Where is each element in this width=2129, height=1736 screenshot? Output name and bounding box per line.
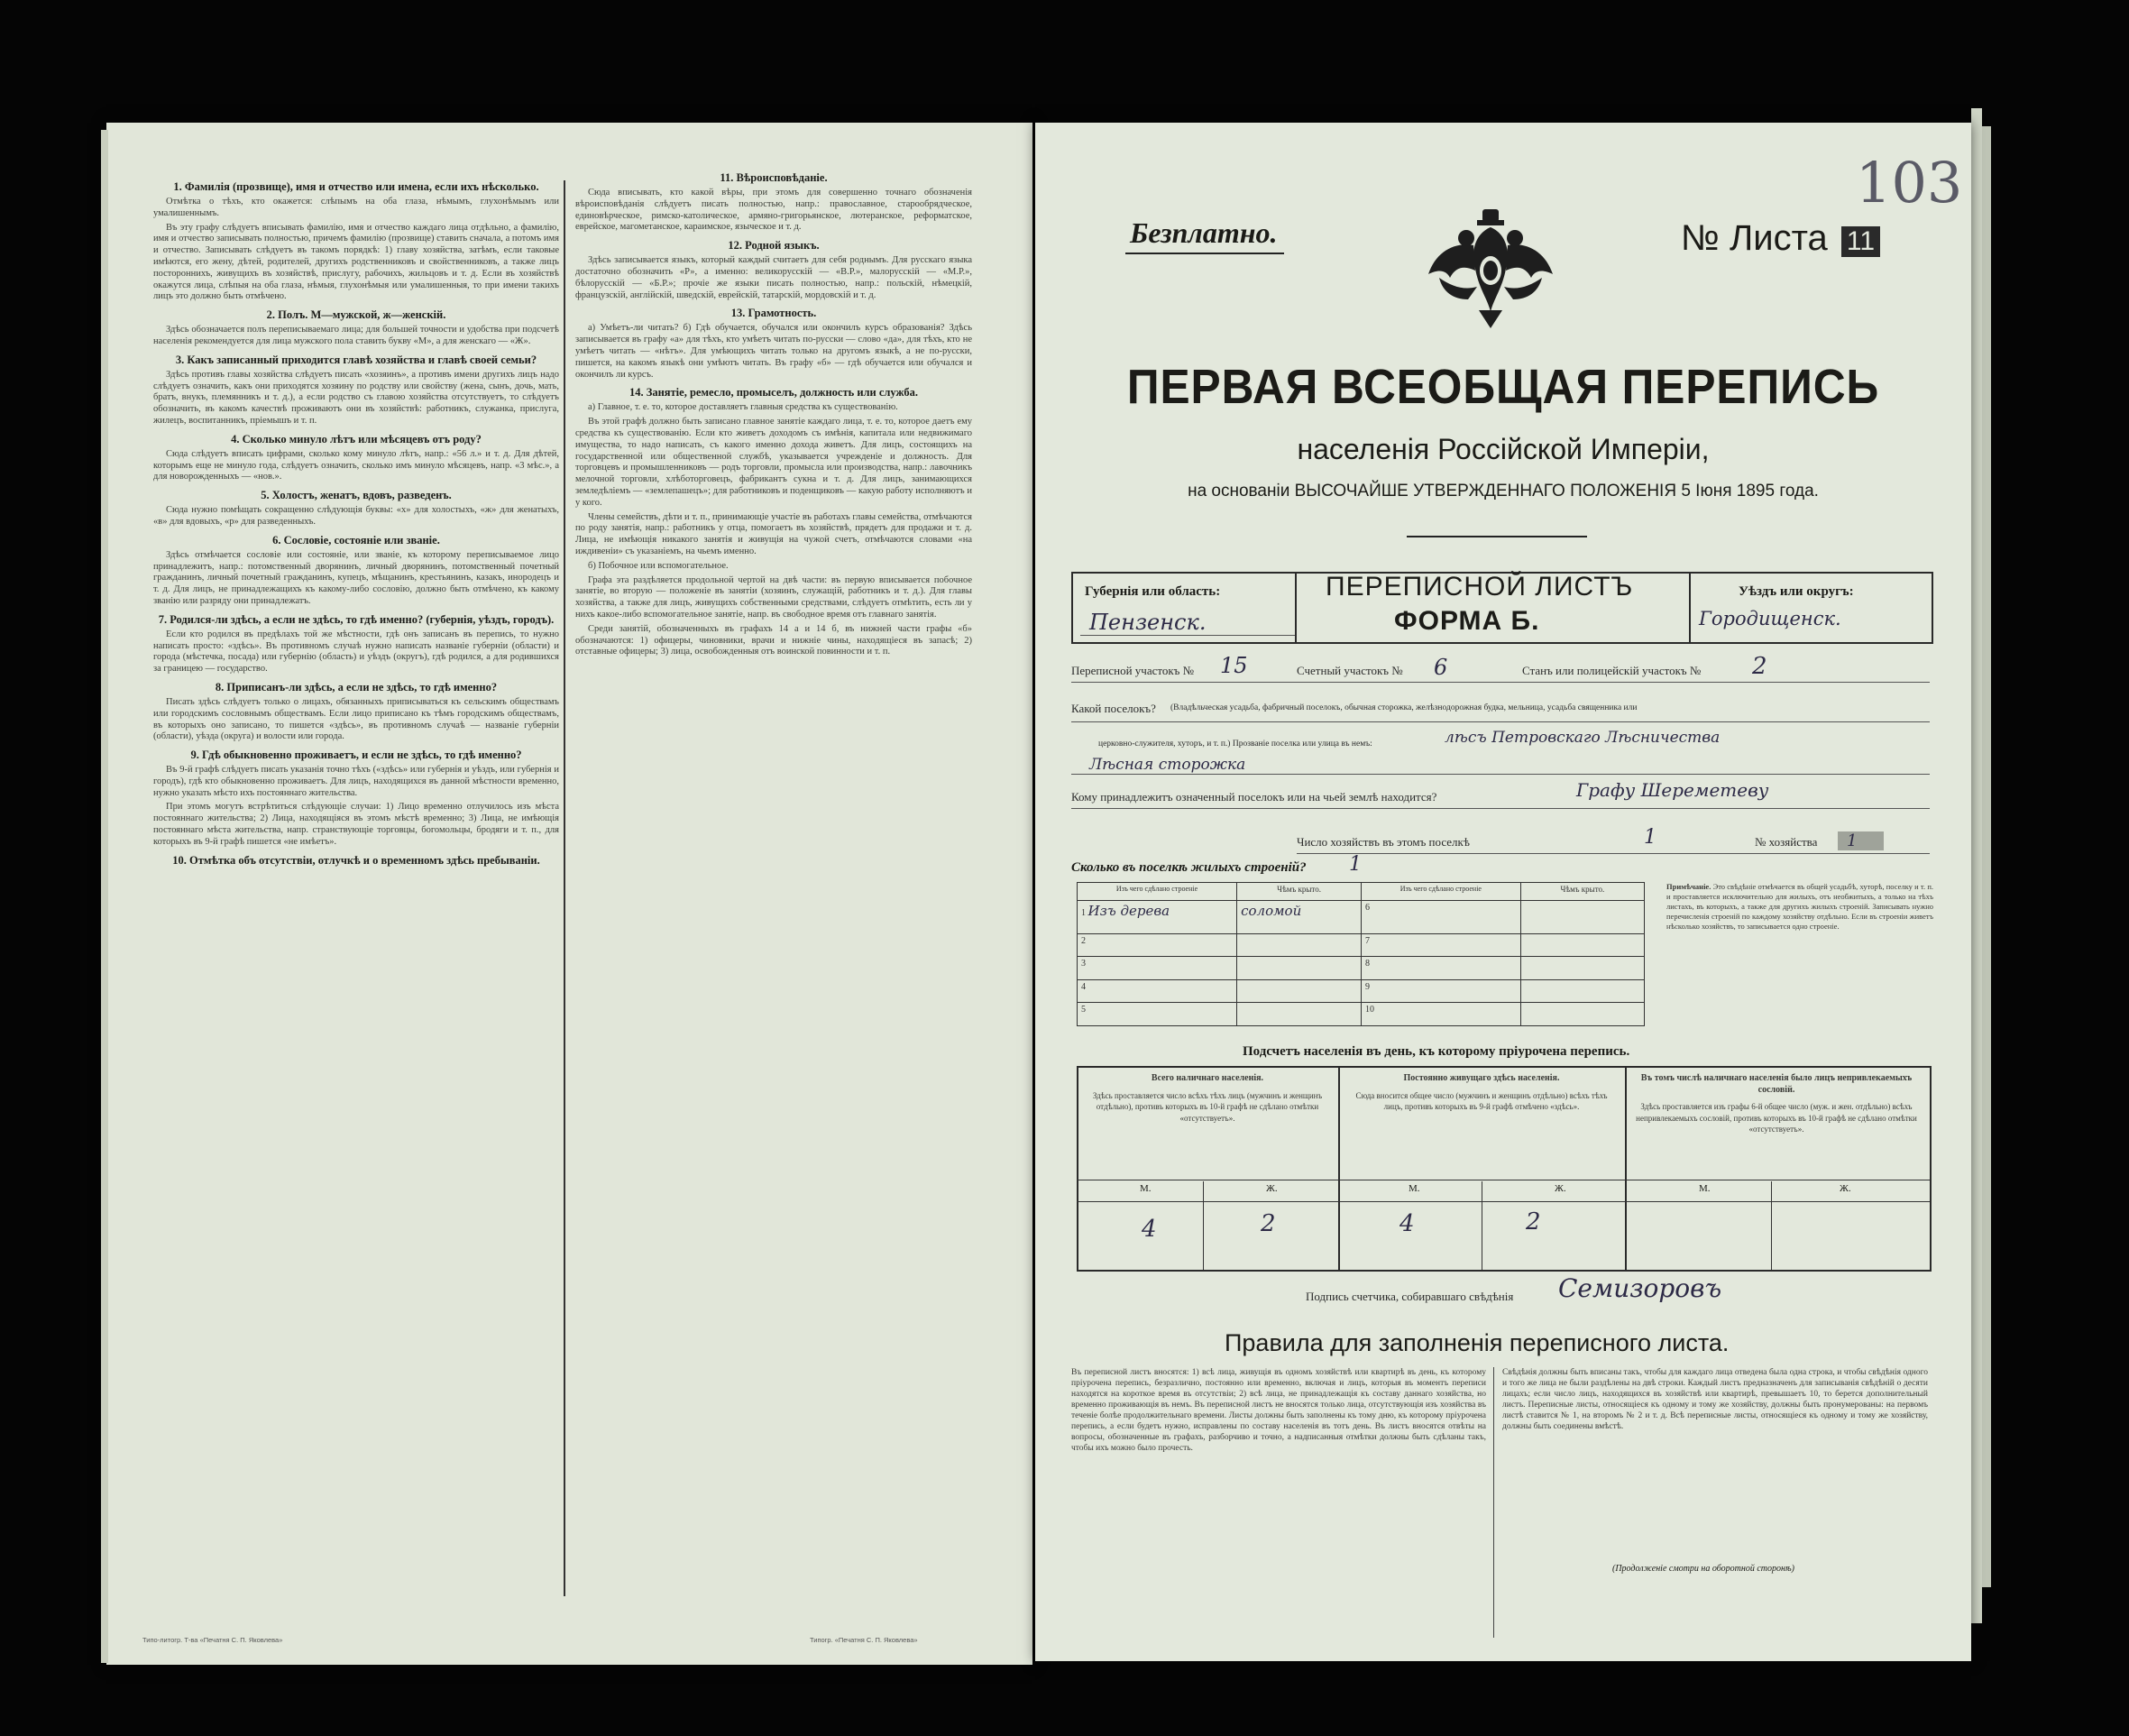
instruction-paragraph: Писать здѣсь слѣдуетъ только о лицахъ, обязанныхъ приписываться къ сельскимъ обществамъ или городскимъ сословнымъ обществамъ. Если лицо приписано къ тѣмъ городскимъ обществамъ, въ которыхъ оно записано, то пишется «здѣсь», въ противномъ случаѣ — названіе губерніи (области), уѣзда (округа) и волости или города. (153, 696, 559, 742)
material-value: Изъ дерева (1087, 903, 1170, 919)
count-head-all: Всего наличнаго населенія. (1151, 1073, 1264, 1083)
imperial-eagle-emblem (1423, 206, 1558, 332)
count-area-label: Счетный участокъ № (1297, 664, 1403, 677)
remark-text: Это свѣдѣніе отмѣчается въ общей усадьбѣ, хуторѣ, поселку и т. п. и проставляется исключительно для жилыхъ, отъ необжитыхъ, а только на тѣхъ листахъ, въ которыхъ, а также для другихъ жилыхъ строеній. Записывать нужно перечисленія строеній по каждому хозяйству отдѣльно. Если въ строеніи живетъ нѣсколько хозяйствъ, то записывается одно строеніе. (1666, 882, 1934, 931)
province-line (1080, 635, 1297, 636)
count-mf-row (1077, 1183, 1930, 1201)
instruction-heading: 7. Родился-ли здѣсь, а если не здѣсь, то гдѣ именно? (губернія, уѣздъ, городъ). (158, 612, 555, 626)
row-number: 5 (1078, 1003, 1237, 1026)
vertical-divider (1295, 572, 1297, 644)
instruction-heading: 2. Полъ. М—мужской, ж—женскій. (266, 308, 446, 322)
settlement-label: Какой поселокъ? (1071, 702, 1156, 715)
roof-value: соломой (1241, 903, 1302, 919)
sheet-number-label: № Листа (1681, 218, 1828, 258)
male-label: М. (1140, 1183, 1152, 1194)
sheet-edge (1971, 108, 1982, 1623)
female-label: Ж. (1555, 1183, 1566, 1194)
table-head-roof: Чѣмъ крыто. (1520, 883, 1644, 901)
page-number-stamp: 103 (1856, 150, 1963, 216)
camp-value: 2 (1752, 653, 1767, 680)
signature-label: Подпись счетчика, собиравшаго свѣдѣнія (1306, 1290, 1514, 1303)
count-text-all: Здѣсь проставляется число всѣхъ тѣхъ лицъ (мужчинъ и женщинъ отдѣльно), противъ которыхъ въ 10-й графѣ не сдѣлано отмѣтки «отсутствуетъ». (1092, 1090, 1323, 1123)
settlement-hint: (Владѣльческая усадьба, фабричный поселокъ, обычная сторожка, желѣзнодорожная будка, мельница, усадьба священника или (1170, 703, 1638, 712)
area-line (1071, 682, 1930, 683)
left-page (106, 123, 1032, 1665)
instruction-paragraph: Отмѣтка о тѣхъ, кто окажется: слѣпымъ на оба глаза, нѣмымъ, глухонѣмымъ или умалишеннымъ. (153, 197, 559, 218)
count-value-all-m: 4 (1142, 1216, 1157, 1243)
table-head-material: Изъ чего сдѣлано строеніе (1078, 883, 1237, 901)
row-number: 2 (1078, 933, 1237, 957)
instruction-paragraph: Среди занятій, обозначенныхъ въ графахъ 14 а и 14 б, въ нижней части графы «б» обозначаются: 1) офицеры, чиновники, врачи и нижніе чины, находящіеся въ запасѣ; 2) отставные офицеры; 3) лица, освобожденныя отъ воинской повинности и т. п. (575, 623, 972, 657)
settlement-value: лѣсъ Петровскаго Лѣсничества (1445, 729, 1721, 747)
owner-label: Кому принадлежитъ означенный поселокъ или на чьей землѣ находится? (1071, 790, 1437, 804)
province-label: Губернія или область: (1085, 584, 1221, 599)
column-divider (564, 180, 565, 1596)
rules-title: Правила для заполненія переписного листа. (1225, 1329, 1730, 1356)
printer-footer-right: Типогр. «Печатня С. П. Яковлева» (810, 1636, 918, 1644)
form-name: ФОРМА Б. (1394, 606, 1540, 636)
sheet-edge (101, 130, 108, 1663)
form-title: ПЕРЕПИСНОЙ ЛИСТЪ (1326, 572, 1634, 602)
instruction-heading: 14. Занятіе, ремесло, промыселъ, должность или служба. (629, 386, 919, 400)
free-label: Безплатно. (1130, 216, 1278, 249)
count-col-all (1086, 1073, 1329, 1124)
row-number: 9 (1362, 979, 1521, 1003)
owner-line (1071, 808, 1930, 809)
count-head-resident: Постоянно живущаго здѣсь населенія. (1403, 1073, 1560, 1083)
instruction-paragraph: Здѣсь противъ главы хозяйства слѣдуетъ писать «хозяинъ», а противъ имени другихъ лицъ надо слѣдуетъ означить, какъ они приходятся хозяину по родству или свойству (жена, сынъ, дочь, мать, братъ, внукъ, племянникъ и т. д.), а если родство съ главою хозяйства отсутствуетъ, то слѣдуетъ обозначить, въ какомъ качествѣ проживаютъ они въ хозяйствѣ: работникъ, служанка, прислуга, жилецъ, воспитанникъ, пріемышъ и т. п. (153, 369, 559, 426)
province-value: Пензенск. (1089, 610, 1207, 635)
printer-footer-left: Типо-литогр. Т-ва «Печатня С. П. Яковлева» (142, 1636, 283, 1644)
buildings-label: Сколько въ поселкѣ жилыхъ строеній? (1071, 860, 1307, 875)
settlement-line (1071, 721, 1930, 722)
count-mf-dividers (1771, 1181, 1772, 1270)
instruction-paragraph: Члены семействъ, дѣти и т. п., принимающіе участіе въ работахъ главы семейства, отмѣчаются по роду занятія, напр.: работникъ у отца, помогаетъ въ хозяйствѣ, прядетъ для продажи и т. д. Лица, не имѣющія никакого занятія и живущія на чужой счетъ, отмѣчаются словами «на иждивеніи» съ указаніемъ, на чьемъ именно. (575, 511, 972, 556)
count-value-resident-f: 2 (1526, 1208, 1541, 1235)
count-row-divider (1077, 1201, 1930, 1202)
rules-left: Въ переписной листъ вносятся: 1) всѣ лица, живущія въ одномъ хозяйствѣ или квартирѣ въ день, къ которому пріурочена перепись, безразлично, постоянно или временно, включая и лицъ, которыя въ моментъ переписи находятся на короткое время въ отсутствіи; 2) всѣ лица, не принадлежащія къ составу даннаго хозяйства, но временно проживающія въ немъ. Въ переписной листъ не вносятся только лица, отсутствующія изъ хозяйства въ теченіе болѣе продолжительнаго времени. Листы должны быть заполнены къ тому дню, къ которому пріурочена перепись, а если будетъ нужно, исправлены по составу населенія въ тотъ день. Въ листъ вносятся отвѣты на вопросы, обозначенные въ графахъ, разборчиво и точно, а надписанныя отмѣтки должны быть сдѣланы такъ, чтобы ихъ можно было прочесть. (1071, 1368, 1486, 1453)
row-number: 4 (1078, 979, 1237, 1003)
instruction-heading: 12. Родной языкъ. (728, 239, 820, 253)
row-number: 10 (1362, 1003, 1521, 1026)
instruction-paragraph: б) Побочное или вспомогательное. (588, 560, 729, 571)
main-title: ПЕРВАЯ ВСЕОБЩАЯ ПЕРЕПИСЬ (1126, 360, 1880, 414)
instruction-paragraph: При этомъ могутъ встрѣтиться слѣдующіе случаи: 1) Лицо временно отлучилось изъ мѣста постояннаго жительства; 2) Лица, находящіяся въ этомъ мѣстѣ временно; 3) Лица, не имѣющія постояннаго мѣста жительства, напр. странствующіе торговцы, богомольцы, бродяги и т. п., для которыхъ въ 9-й графѣ пишется «не имѣетъ». (153, 802, 559, 847)
instructions-column-2 (575, 166, 972, 1573)
census-form-page (1035, 123, 1971, 1661)
free-underline (1125, 253, 1284, 254)
instruction-paragraph: Въ 9-й графѣ слѣдуетъ писать указанія точно тѣхъ («здѣсь» или губернія и уѣздъ, или губернія и городъ), гдѣ кто обыкновенно проживаетъ. Для лицъ, находящихся въ данной мѣстности временно, нужно указать мѣсто ихъ постояннаго жительства. (153, 765, 559, 798)
instruction-heading: 6. Сословіе, состояніе или званіе. (272, 533, 440, 547)
count-text-exempt: Здѣсь проставляется изъ графы 6-й общее число (муж. и жен. отдѣльно) всѣхъ непривлекаемыхъ сословій, противъ которыхъ въ 10-й графѣ не сдѣлано отмѣтки «отсутствуетъ». (1636, 1102, 1917, 1134)
instruction-heading: 4. Сколько минуло лѣтъ или мѣсяцевъ отъ роду? (231, 432, 482, 445)
households-value: 1 (1644, 826, 1656, 849)
instruction-paragraph: а) Умѣетъ-ли читать? б) Гдѣ обучается, обучался или окончилъ курсъ образованія? Здѣсь записывается въ графу «а» для тѣхъ, кто умѣетъ читать по-русски — слово «да», для тѣхъ, кто не умѣетъ читать — «нѣтъ». Для умѣющихъ читать только на другомъ языкѣ, а не по-русски, пишется, на какомъ языкѣ они умѣютъ читать. Въ графу «б» — гдѣ обучается или обучался и окончилъ ли курсъ. (575, 323, 972, 380)
remark-title: Примѣчаніе. (1666, 882, 1711, 891)
instruction-paragraph: Сюда вписывать, кто какой вѣры, при этомъ для совершенно точнаго обозначенія вѣроисповѣданія слѣдуетъ писать полностью, напр.: православное, старообрядческое, единовѣрческое, римско-католическое, армяно-григорьянское, лютеранское, реформатское, еврейское, магометанское, караимское, языческое и т. д. (575, 188, 972, 233)
camp-label: Станъ или полицейскій участокъ № (1522, 664, 1702, 677)
district-value: Городищенск. (1699, 608, 1841, 629)
rules-divider (1493, 1367, 1494, 1638)
rules-right: Свѣдѣнія должны быть вписаны такъ, чтобы для каждаго лица отведена была одна строка, и чтобы свѣдѣнія одного и того же лица не были раздѣлены на двѣ строки. Каждый листъ предназначенъ для записыванія свѣдѣній о десяти лицахъ; если число лицъ, находящихся въ хозяйствѣ или квартирѣ, превышаетъ 10, то берется дополнительный листъ. Переписные листы, относящіеся къ одному и тому же хозяйству, должны быть пронумерованы: на первомъ листѣ ставится № 1, на второмъ № 2 и т. д. Всѣ переписные листы, относящіеся къ одному и тому же хозяйству, должны быть соединены вмѣстѣ. (1502, 1368, 1928, 1431)
table-row (1078, 979, 1645, 1003)
table-row (1078, 901, 1645, 934)
census-area-label: Переписной участокъ № (1071, 664, 1195, 677)
instruction-heading: 1. Фамилія (прозвище), имя и отчество или именa, если ихъ нѣсколько. (173, 180, 539, 193)
instruction-heading: 9. Гдѣ обыкновенно проживаетъ, и если не здѣсь, то гдѣ именно? (190, 749, 522, 762)
district-label: Уѣздъ или округъ: (1739, 584, 1854, 599)
instruction-heading: 13. Грамотность. (730, 307, 817, 320)
instruction-paragraph: Въ эту графу слѣдуетъ вписывать фамилію, имя и отчество каждаго лица отдѣльно, а фамилію, имя и отчество записывать полностью, причемъ фамилію (прозвище) ставить сначала, а потомъ имя и отчество. Записывать слѣдуетъ въ такомъ порядкѣ: 1) главу хозяйства, затѣмъ, если таковые имѣются, его жену, дѣтей, родителей, другихъ родственниковъ и свойственниковъ, а также лицъ постороннихъ, живущихъ въ хозяйствѣ, прислугу, рабочихъ, жильцовъ и т. д. Если въ хозяйствѣ окажутся лица, слѣпыя на оба глаза, нѣмыя, глухонѣмыя или умалишенныя, то при имени такихъ лицъ это должно быть отмѣчено. (153, 222, 559, 302)
count-value-all-f: 2 (1261, 1210, 1276, 1237)
census-area-value: 15 (1220, 653, 1248, 678)
household-no-label: № хозяйства (1755, 835, 1818, 849)
instruction-paragraph: Здѣсь записывается языкъ, который каждый считаетъ для себя роднымъ. Для русскаго языка достаточно обозначить «Р», а именно: великорусскій — «В.Р.», малорусскій — «М.Р.», бѣлорусскій — «Б.Р.»; прочіе же языки писать полностью, напр.: польскій, нѣмецкій, французскій, англійскій, шведскій, еврейскій, татарскій, мордовскій и т. д. (575, 255, 972, 300)
count-value-resident-m: 4 (1399, 1210, 1415, 1237)
row-number: 8 (1362, 957, 1521, 980)
settlement-hint-2: церковно-служителя, хуторъ, и т. п.) Прозваніе поселка или улица въ немъ: (1098, 739, 1372, 749)
instruction-paragraph: Графа эта раздѣляется продольной чертой на двѣ части: въ первую вписывается побочное занятіе, во вторую — положеніе въ занятіи (хозяинъ, служащій, работникъ и т. д.). Для главы хозяйства, а также для лицъ, живущихъ собственными средствами, слѣдуетъ отмѣтить, есть ли у нихъ какое-либо вспомогательное занятіе, напр. въ свободное время отъ главнаго занятія. (575, 574, 972, 620)
table-head-roof: Чѣмъ крыто. (1237, 883, 1362, 901)
households-line (1297, 853, 1930, 854)
instruction-heading: 10. Отмѣтка объ отсутствіи, отлучкѣ и о временномъ здѣсь пребываніи. (172, 853, 540, 867)
sheet-edge (1982, 126, 1991, 1587)
female-label: Ж. (1840, 1183, 1851, 1194)
instruction-paragraph: Здѣсь обозначается полъ переписываемаго лица; для большей точности и удобства при подсчетѣ населенія рекомендуется для лица мужского пола ставить букву «М», а для женскаго — «Ж». (153, 325, 559, 346)
settlement-value-2: Лѣсная сторожка (1089, 756, 1246, 774)
buildings-remark (1666, 882, 1933, 932)
settlement-line-2 (1071, 774, 1930, 775)
table-row (1078, 1003, 1645, 1026)
count-mf-dividers (1203, 1181, 1204, 1270)
row-number: 7 (1362, 933, 1521, 957)
signature-value: Семизоровъ (1558, 1273, 1722, 1303)
instruction-heading: 8. Приписанъ-ли здѣсь, а если не здѣсь, то гдѣ именно? (215, 680, 498, 693)
instruction-paragraph: Въ этой графѣ должно быть записано главное занятіе каждаго лица, т. е. то, которое даетъ ему средства къ существованію. Если кто живетъ доходомъ съ имѣнія, капитала или недвижимаго имущества, то надо написать, съ какого именно дохода живетъ. Для лицъ, состоящихъ на государственной или общественной службѣ, указывается учрежденіе и должность. Для торговцевъ и промышленниковъ — родъ торговли, промысла или производства, напр.: лавочникъ мелочной торговли, хлѣботорговецъ, фабрикантъ сукна и т. д. Для лицъ, занимающихся земледѣліемъ — «землепашецъ»; для работниковъ и поденщиковъ — какую работу исполняютъ и у кого. (575, 417, 972, 508)
instruction-paragraph: Здѣсь отмѣчается сословіе или состояніе, или званіе, къ которому переписываемое лицо принадлежитъ, напр.: потомственный дворянинъ, личный дворянинъ, потомственный почетный гражданинъ, личный почетный гражданинъ, купецъ, мѣщанинъ, крестьянинъ, казакъ, инородецъ и т. д. Для лицъ, не принадлежащихъ къ какому-либо сословію, должно быть отмѣчено, къ какому званію или разряду они принадлежатъ. (153, 549, 559, 606)
male-label: М. (1699, 1183, 1711, 1194)
row-number: 1 (1081, 908, 1086, 918)
vertical-divider (1689, 572, 1691, 644)
sheet-number (1681, 218, 1880, 259)
instruction-paragraph: Сюда слѣдуетъ вписать цифрами, сколько кому минуло лѣтъ, напр.: «56 л.» и т. д. Для дѣтей, которымъ еще не минуло года, слѣдуетъ означить, сколько имъ минуло мѣсяцевъ, напр. «3 мѣс.», а для новорожденныхъ — «нов.». (153, 448, 559, 482)
row-number: 3 (1078, 957, 1237, 980)
row-number: 6 (1362, 901, 1521, 934)
instruction-paragraph: а) Главное, т. е. то, которое доставляетъ главныя средства къ существованію. (588, 402, 898, 413)
count-head-exempt: Въ томъ числѣ наличнаго населенія было лицъ непривлекаемыхъ сословій. (1640, 1073, 1913, 1095)
instruction-paragraph: Если кто родился въ предѣлахъ той же мѣстности, гдѣ онъ записанъ въ перепись, то нужно написать просто: «здѣсь». Въ противномъ случаѣ нужно написать названіе губерніи (области) и города (мѣстечка, посада) или губернію (область) и уѣздъ (округъ), гдѣ родился, а для родившихся за границею — государство. (153, 629, 559, 675)
rules-footnote: (Продолженіе смотри на оборотной сторонѣ) (1612, 1564, 1794, 1574)
count-col-divider (1338, 1066, 1340, 1270)
instruction-paragraph: Сюда нужно помѣщать сокращенно слѣдующія буквы: «х» для холостыхъ, «ж» для женатыхъ, «в» для вдовыхъ, «р» для разведенныхъ. (153, 505, 559, 527)
male-label: М. (1409, 1183, 1420, 1194)
count-area-value: 6 (1434, 655, 1448, 680)
legal-basis: на основаніи ВЫСОЧАЙШЕ УТВЕРЖДЕННАГО ПОЛОЖЕНІЯ 5 Іюня 1895 года. (1188, 482, 1819, 501)
buildings-value: 1 (1349, 853, 1362, 876)
owner-value: Графу Шереметеву (1576, 779, 1769, 801)
instruction-heading: 3. Какъ записанный приходится главѣ хозяйства и главѣ своей семьи? (175, 353, 537, 366)
households-label: Число хозяйствъ въ этомъ поселкѣ (1297, 835, 1470, 849)
count-col-resident (1347, 1073, 1616, 1113)
sheet-number-value: 11 (1841, 226, 1880, 257)
table-row (1078, 957, 1645, 980)
subtitle: населенія Россійской Имперіи, (1297, 433, 1710, 465)
household-no-value: 1 (1838, 831, 1884, 850)
instruction-heading: 5. Холостъ, женатъ, вдовъ, разведенъ. (261, 489, 452, 502)
count-col-divider (1625, 1066, 1627, 1270)
count-title: Подсчетъ населенія въ день, къ которому пріурочена перепись. (1243, 1044, 1630, 1059)
table-row (1078, 933, 1645, 957)
buildings-table (1077, 882, 1645, 1026)
count-text-resident: Сюда вносится общее число (мужчинъ и женщинъ отдѣльно) всѣхъ тѣхъ лицъ, противъ которыхъ въ 9-й графѣ отмѣчено «здѣсь». (1355, 1090, 1608, 1111)
female-label: Ж. (1266, 1183, 1278, 1194)
instruction-heading: 11. Вѣроисповѣданіе. (720, 171, 828, 184)
count-col-exempt (1634, 1073, 1919, 1135)
instructions-column-1 (153, 175, 559, 1582)
title-rule (1407, 536, 1587, 537)
table-head-material: Изъ чего сдѣлано строеніе (1362, 883, 1521, 901)
